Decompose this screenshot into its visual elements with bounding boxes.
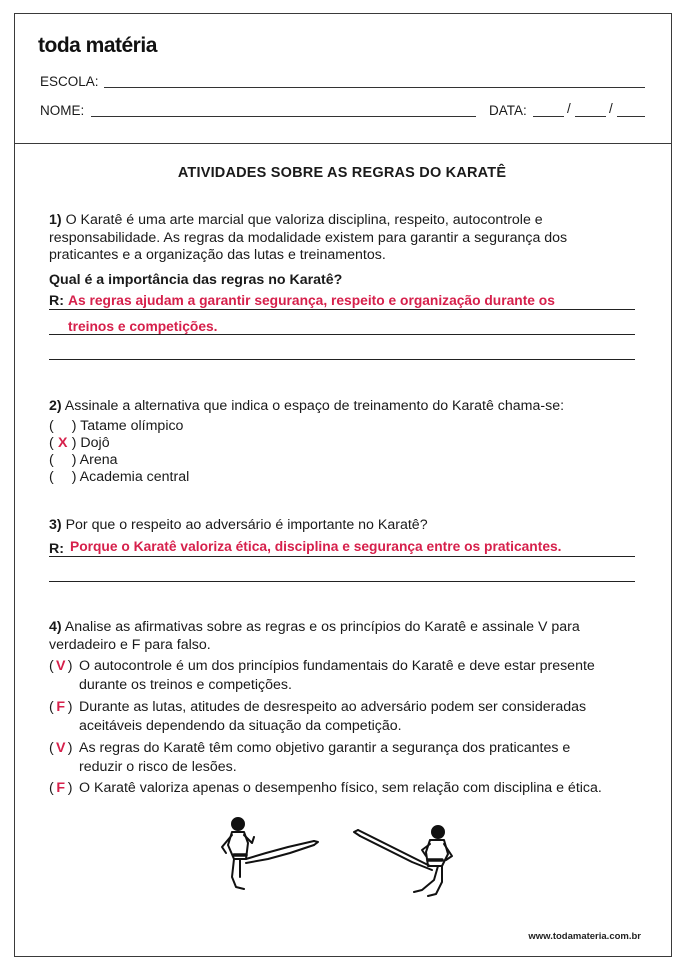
nome-field[interactable] — [91, 116, 476, 117]
date-separator: / — [567, 101, 571, 116]
vf-statement-line1: As regras do Karatê têm como objetivo garantir a segurança dos praticantes e — [79, 740, 571, 756]
nome-label: NOME: — [40, 103, 85, 118]
q2-option[interactable] — [49, 469, 189, 486]
vf-mark: F — [56, 699, 66, 715]
q4-item[interactable] — [49, 779, 639, 798]
paren-open: ( — [49, 435, 54, 451]
q4-text-line1: Analise as afirmativas sobre as regras e os princípios do Karatê e assinale V para — [64, 619, 580, 635]
paren-close: ) — [71, 435, 77, 451]
q2-number: 2) — [49, 398, 62, 414]
paren-open: ( — [49, 780, 54, 796]
date-day-field[interactable] — [533, 116, 564, 117]
vf-mark: V — [56, 740, 66, 756]
data-label: DATA: — [489, 103, 527, 118]
q1-question: Qual é a importância das regras no Karatê? — [49, 272, 343, 288]
paren-open: ( — [49, 740, 54, 756]
option-label: Arena — [79, 452, 118, 468]
q4-item[interactable] — [49, 698, 639, 734]
q1-answer-line-2[interactable] — [49, 334, 635, 335]
q3-prompt: Por que o respeito ao adversário é importante no Karatê? — [65, 517, 428, 533]
paren-close: ) — [71, 452, 77, 468]
q4-text-line2: verdadeiro e F para falso. — [49, 636, 211, 653]
q1-text-line1: O Karatê é uma arte marcial que valoriza disciplina, respeito, autocontrole e — [65, 212, 543, 228]
footer-url: www.todamateria.com.br — [528, 931, 641, 942]
option-label: Dojô — [80, 435, 110, 451]
q3-answer-label: R: — [49, 541, 64, 557]
q2-option[interactable] — [49, 418, 183, 435]
paren-open: ( — [49, 469, 54, 485]
option-mark: X — [58, 435, 68, 451]
paren-open: ( — [49, 452, 54, 468]
q1-answer-line-3[interactable] — [49, 359, 635, 360]
paren-close: ) — [67, 699, 73, 715]
q3-text — [49, 517, 641, 535]
q1-number: 1) — [49, 212, 62, 228]
date-month-field[interactable] — [575, 116, 606, 117]
vf-statement-line1: O autocontrole é um dos princípios fundamentais do Karatê e deve estar presente — [79, 658, 595, 674]
q1-text-line2: responsabilidade. As regras da modalidade existem para garantir a segurança dos — [49, 229, 568, 246]
q2-option[interactable] — [49, 452, 118, 469]
paren-open: ( — [49, 658, 54, 674]
vf-statement-line1: O Karatê valoriza apenas o desempenho físico, sem relação com disciplina e ética. — [79, 780, 602, 796]
paren-close: ) — [67, 658, 73, 674]
option-label: Tatame olímpico — [80, 418, 184, 434]
q2-prompt: Assinale a alternativa que indica o espaço de treinamento do Karatê chama-se: — [64, 398, 565, 414]
q4-number: 4) — [49, 619, 62, 635]
page-title: ATIVIDADES SOBRE AS REGRAS DO KARATÊ — [177, 165, 507, 181]
q1-answer-label: R: — [49, 293, 64, 309]
vf-statement-line2: reduzir o risco de lesões. — [79, 759, 237, 775]
paren-close: ) — [71, 469, 77, 485]
q3-answer-line-2[interactable] — [49, 581, 635, 582]
q1-answer-line1: As regras ajudam a garantir segurança, respeito e organização durante os — [68, 293, 555, 308]
q2-text — [49, 398, 641, 416]
vf-statement-line1: Durante as lutas, atitudes de desrespeito ao adversário podem ser consideradas — [79, 699, 587, 715]
q4-item[interactable] — [49, 739, 639, 775]
date-separator: / — [609, 101, 613, 116]
vf-mark: V — [56, 658, 66, 674]
escola-field[interactable] — [104, 87, 645, 88]
q3-answer-line-1[interactable] — [49, 556, 635, 557]
karate-kicker-right-icon — [352, 820, 457, 898]
paren-open: ( — [49, 699, 54, 715]
q3-answer: Porque o Karatê valoriza ética, disciplina e segurança entre os praticantes. — [70, 539, 562, 554]
q2-option[interactable] — [49, 435, 110, 452]
q1-answer-line2: treinos e competições. — [68, 319, 218, 334]
header — [15, 14, 671, 144]
paren-close: ) — [71, 418, 77, 434]
q1-answer-line-1[interactable] — [49, 309, 635, 310]
date-year-field[interactable] — [617, 116, 645, 117]
vf-statement-line2: durante os treinos e competições. — [79, 677, 292, 693]
paren-close: ) — [67, 780, 73, 796]
paren-open: ( — [49, 418, 54, 434]
vf-mark: F — [56, 780, 66, 796]
q4-item[interactable] — [49, 657, 639, 693]
escola-label: ESCOLA: — [40, 74, 99, 89]
paren-close: ) — [67, 740, 73, 756]
q3-number: 3) — [49, 517, 62, 533]
option-label: Academia central — [79, 469, 190, 485]
karate-kicker-left-icon — [218, 815, 323, 895]
q1-text — [49, 212, 641, 265]
logo: toda matéria — [38, 34, 157, 57]
vf-statement-line2: aceitáveis dependendo da situação da competição. — [79, 718, 402, 734]
q1-text-line3: praticantes e a organização das lutas e treinamentos. — [49, 247, 386, 263]
q4-text — [49, 619, 641, 654]
